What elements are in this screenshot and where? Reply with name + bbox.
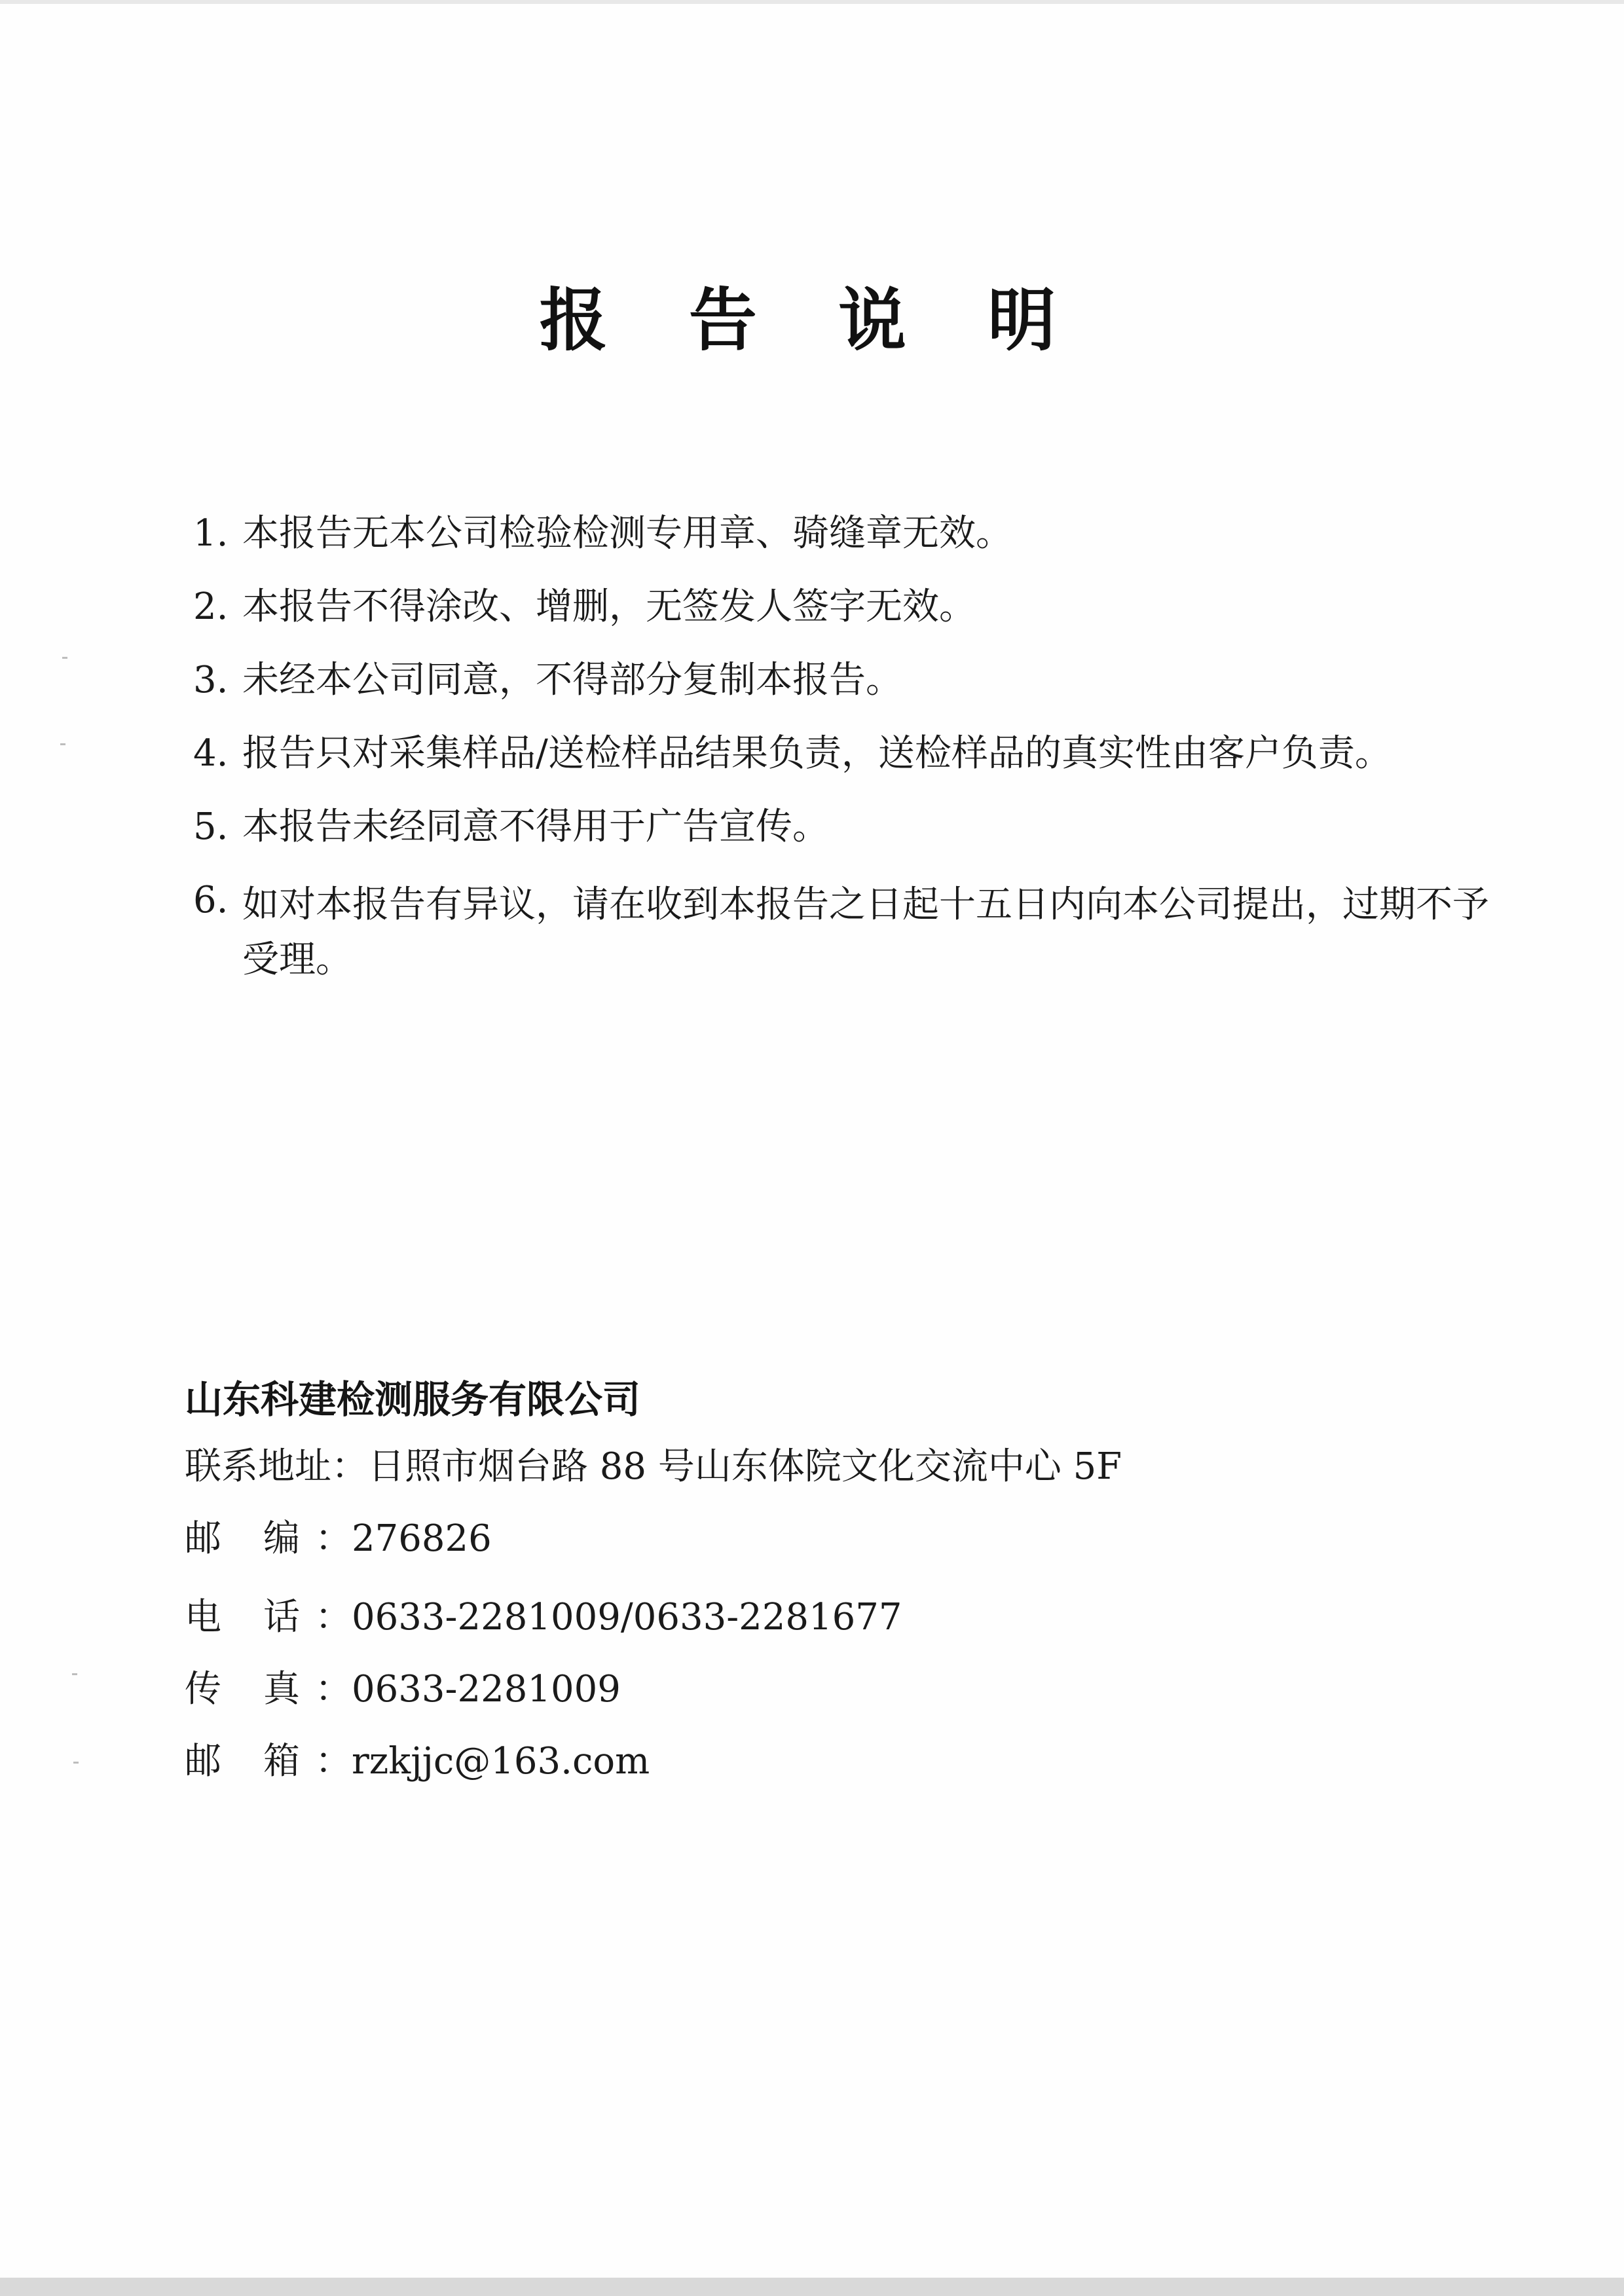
email-value: rzkjjc@163.com — [352, 1740, 650, 1783]
note-item — [193, 584, 1516, 630]
page-title: 报 告 说 明 — [539, 280, 1085, 360]
contact-zip-row — [185, 1516, 492, 1562]
note-item — [193, 657, 1516, 703]
note-item — [193, 511, 1516, 557]
phone-value: 0633-2281009/0633-2281677 — [352, 1596, 902, 1639]
contact-phone-row — [185, 1595, 902, 1640]
zip-value: 276826 — [352, 1517, 492, 1560]
note-text: 未经本公司同意，不得部分复制本报告。 — [242, 659, 902, 701]
note-item — [193, 804, 1516, 850]
contact-email-row — [185, 1739, 650, 1785]
notes-list — [193, 511, 1516, 1015]
fax-value: 0633-2281009 — [352, 1668, 621, 1711]
note-number: 3. — [193, 659, 229, 701]
scan-top-edge — [0, 0, 1624, 4]
note-number: 4. — [193, 732, 229, 775]
note-text: 如对本报告有异议，请在收到本报告之日起十五日内向本公司提出，过期不予受理。 — [242, 883, 1489, 981]
note-item — [193, 878, 1516, 988]
scan-speck — [72, 1673, 77, 1675]
note-number: 2. — [193, 585, 229, 628]
note-number: 5. — [193, 805, 229, 848]
note-text: 本报告无本公司检验检测专用章、骑缝章无效。 — [242, 512, 1012, 555]
company-name: 山东科建检测服务有限公司 — [185, 1377, 641, 1422]
fax-label: 传 真： — [185, 1668, 352, 1711]
note-text: 本报告不得涂改、增删，无签发人签字无效。 — [242, 585, 976, 628]
note-item — [193, 731, 1516, 777]
contact-fax-row — [185, 1667, 621, 1713]
note-number: 1. — [193, 512, 229, 555]
zip-label: 邮 编： — [185, 1517, 352, 1560]
scan-speck — [62, 657, 67, 659]
address-value: 日照市烟台路 88 号山东体院文化交流中心 5F — [368, 1445, 1122, 1488]
address-label: 联系地址： — [185, 1445, 368, 1488]
email-label: 邮 箱： — [185, 1740, 352, 1783]
scan-speck — [73, 1762, 79, 1764]
scan-bottom-edge — [0, 2278, 1624, 2296]
note-text: 报告只对采集样品/送检样品结果负责，送检样品的真实性由客户负责。 — [242, 732, 1392, 775]
note-number: 6. — [193, 879, 229, 921]
phone-label: 电 话： — [185, 1596, 352, 1639]
contact-address-row — [185, 1444, 1122, 1490]
scan-speck — [60, 743, 65, 745]
note-text: 本报告未经同意不得用于广告宣传。 — [242, 805, 829, 848]
